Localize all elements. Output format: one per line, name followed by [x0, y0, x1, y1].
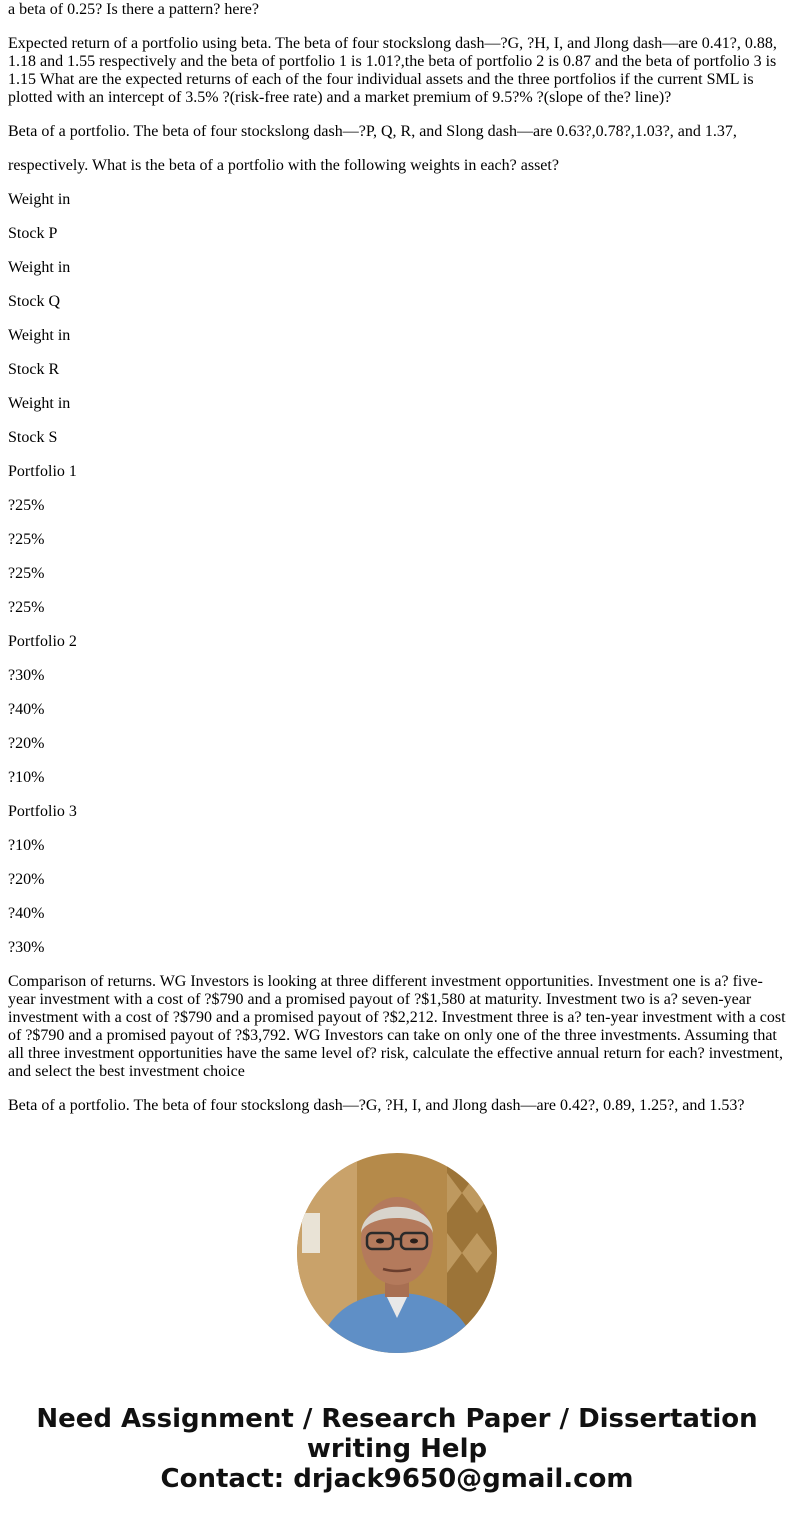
document-paragraph: ?10% [8, 837, 45, 854]
banner-line-3: Contact: drjack9650@gmail.com [160, 1464, 634, 1494]
document-paragraph: Weight in [8, 395, 71, 412]
banner-line-2: writing Help [306, 1434, 488, 1464]
document-paragraph: Stock Q [8, 293, 60, 310]
document-paragraph: Expected return of a portfolio using beta. The beta of four stockslong dash—?G, ?H, I, and Jlong dash—are 0.41?, 0.88, 1.18 and 1.55 respectively and the beta of portfolio 1 is 1.01?,the beta of portfolio 2 is 0.87 and the beta of portfolio 3 is 1.15 What are the expected returns of each of the four individual assets and the three portfolios if the current SML is plotted with an intercept of 3.5% ?(risk-free rate) and a market premium of 9.5?% ?(slope of the? line)? [8, 35, 777, 106]
document-paragraph: ?25% [8, 531, 45, 548]
document-paragraph: ?30% [8, 939, 45, 956]
document-paragraph: ?30% [8, 667, 45, 684]
document-paragraph: ?25% [8, 599, 45, 616]
document-paragraph: Stock S [8, 429, 58, 446]
document-paragraph: ?20% [8, 735, 45, 752]
document-paragraph: Portfolio 3 [8, 803, 77, 820]
document-paragraph: Weight in [8, 191, 71, 208]
document-paragraph: ?25% [8, 565, 45, 582]
document-paragraph: Weight in [8, 327, 71, 344]
person-photo-icon [297, 1153, 497, 1353]
document-paragraph: Portfolio 2 [8, 633, 77, 650]
contact-banner [0, 1404, 794, 1494]
document-paragraph: ?20% [8, 871, 45, 888]
document-body [8, 0, 786, 1122]
document-paragraph: Beta of a portfolio. The beta of four stockslong dash—?P, Q, R, and Slong dash—are 0.63?,0.78?,1.03?, and 1.37, [8, 123, 737, 140]
document-paragraph: a beta of 0.25? Is there a pattern? here? [8, 1, 259, 18]
banner-line-1: Need Assignment / Research Paper / Dissertation [36, 1404, 758, 1434]
document-paragraph: Portfolio 1 [8, 463, 77, 480]
document-paragraph: Stock R [8, 361, 60, 378]
document-paragraph: ?25% [8, 497, 45, 514]
document-paragraph: ?40% [8, 701, 45, 718]
document-paragraph: ?10% [8, 769, 45, 786]
document-paragraph: Beta of a portfolio. The beta of four stockslong dash—?G, ?H, I, and Jlong dash—are 0.42?, 0.89, 1.25?, and 1.53? [8, 1097, 745, 1114]
document-paragraph: Weight in [8, 259, 71, 276]
document-paragraph: respectively. What is the beta of a portfolio with the following weights in each? asset? [8, 157, 559, 174]
document-paragraph: ?40% [8, 905, 45, 922]
document-paragraph: Stock P [8, 225, 58, 242]
avatar [297, 1153, 497, 1353]
document-paragraph: Comparison of returns. WG Investors is looking at three different investment opportunities. Investment one is a? five-year investment with a cost of ?$790 and a promised payout of ?$1,580 at maturity. Investment two is a? seven-year investment with a cost of ?$790 and a promised payout of ?$2,212. Investment three is a? ten-year investment with a cost of ?$790 and a promised payout of ?$3,792. WG Investors can take on only one of the three investments. Assuming that all three investment opportunities have the same level of? risk, calculate the effective annual return for each? investment, and select the best investment choice [8, 973, 786, 1080]
